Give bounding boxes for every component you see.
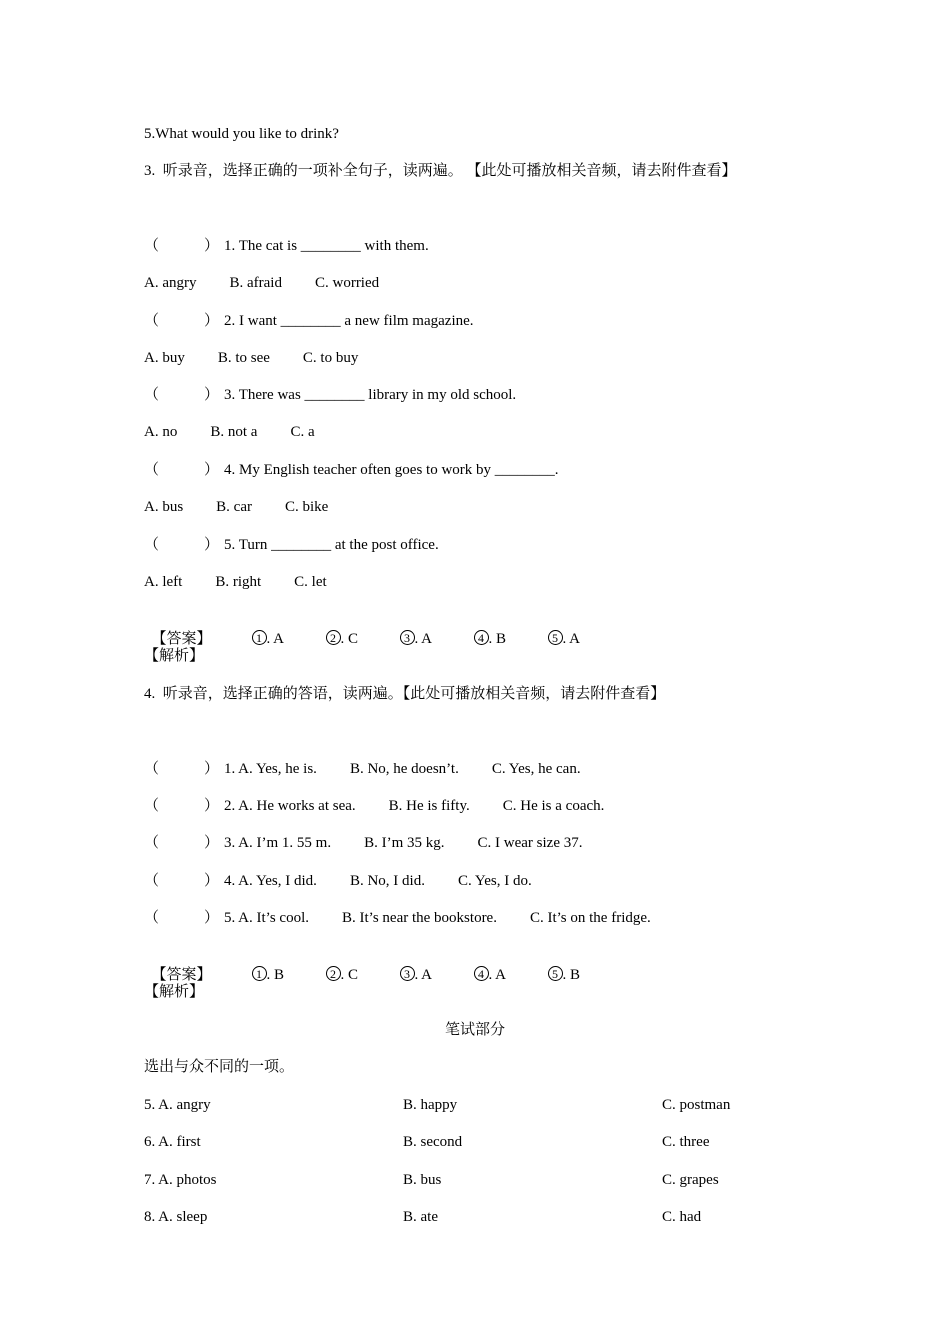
question-line <box>144 385 516 405</box>
answer-value: . C <box>340 631 359 647</box>
option-b: B. happy <box>403 1097 458 1113</box>
answer-paren: （ ） <box>144 462 220 478</box>
question-line <box>144 236 429 256</box>
answer-paren: （ ） <box>144 537 220 553</box>
answer-paren: （ ） <box>144 910 220 926</box>
answer-line <box>144 945 622 985</box>
option-b: B. No, he doesn’t. <box>349 761 459 777</box>
option-b: B. right <box>215 574 262 590</box>
option-a: 8. A. sleep <box>144 1209 208 1225</box>
question-line <box>144 833 582 853</box>
option-a: 5. A. It’s cool. <box>224 910 309 926</box>
option-c: C. postman <box>662 1097 731 1113</box>
answer-value: . A <box>562 631 581 647</box>
answer-value: . A <box>266 631 285 647</box>
option-c: C. grapes <box>662 1172 719 1188</box>
section-title: 笔试部分 <box>444 1022 505 1038</box>
option-c: C. had <box>662 1209 702 1225</box>
circled-number: 3 <box>400 966 415 981</box>
question-line <box>144 908 651 928</box>
option-b: B. bus <box>403 1172 442 1188</box>
answer-value: . A <box>488 967 507 983</box>
answer-value: . B <box>488 631 507 647</box>
answer-paren: （ ） <box>144 238 220 254</box>
section-heading: 3. 听录音，选择正确的一项补全句子，读两遍。 【此处可播放相关音频，请去附件查看】 <box>144 163 737 179</box>
circled-number: 4 <box>474 966 489 981</box>
question-line <box>144 460 559 480</box>
option-c: C. three <box>662 1134 710 1150</box>
question-text: 4. My English teacher often goes to work by ________. <box>224 462 559 478</box>
option-b: B. not a <box>210 424 258 440</box>
question-text: 1. The cat is ________ with them. <box>224 238 429 254</box>
option-b: B. He is fifty. <box>388 798 470 814</box>
option-a: A. left <box>144 574 183 590</box>
circled-number: 2 <box>326 966 341 981</box>
option-c: C. Yes, I do. <box>457 873 532 889</box>
options-line <box>144 572 327 592</box>
option-b: B. afraid <box>229 275 282 291</box>
option-c: C. It’s on the fridge. <box>529 910 651 926</box>
option-a: 6. A. first <box>144 1134 201 1150</box>
option-a: 7. A. photos <box>144 1172 217 1188</box>
option-a: A. bus <box>144 499 184 515</box>
circled-number: 2 <box>326 630 341 645</box>
option-c: C. to buy <box>302 350 359 366</box>
options-line <box>144 497 328 517</box>
analysis-label: 【解析】 <box>144 984 205 1000</box>
option-b: B. I’m 35 kg. <box>364 835 445 851</box>
option-b: B. ate <box>403 1209 438 1225</box>
question-line <box>144 535 439 555</box>
section-heading: 4. 听录音，选择正确的答语，读两遍。【此处可播放相关音频，请去附件查看】 <box>144 686 666 702</box>
option-b: B. to see <box>217 350 270 366</box>
question-line <box>144 311 474 331</box>
answer-paren: （ ） <box>144 387 220 403</box>
answer-label: 【答案】 <box>151 631 212 647</box>
circled-number: 1 <box>252 630 267 645</box>
answer-value: . B <box>266 967 285 983</box>
option-a: 1. A. Yes, he is. <box>224 761 317 777</box>
analysis-label: 【解析】 <box>144 648 205 664</box>
question-text: 3. There was ________ library in my old school. <box>224 387 517 403</box>
answer-paren: （ ） <box>144 798 220 814</box>
answer-label: 【答案】 <box>151 967 212 983</box>
option-b: B. car <box>216 499 252 515</box>
question-line <box>144 796 604 816</box>
option-a: A. no <box>144 424 178 440</box>
answer-value: . A <box>414 967 433 983</box>
question-text: 5. Turn ________ at the post office. <box>224 537 439 553</box>
option-b: B. second <box>403 1134 463 1150</box>
answer-paren: （ ） <box>144 835 220 851</box>
circled-number: 4 <box>474 630 489 645</box>
answer-paren: （ ） <box>144 873 220 889</box>
option-c: C. bike <box>285 499 329 515</box>
option-a: A. angry <box>144 275 197 291</box>
instruction-text: 选出与众不同的一项。 <box>144 1059 295 1075</box>
options-line <box>144 273 379 293</box>
option-c: C. a <box>290 424 315 440</box>
circled-number: 5 <box>548 630 563 645</box>
option-b: B. No, I did. <box>349 873 425 889</box>
question-text: 5.What would you like to drink? <box>144 126 339 142</box>
option-a: 4. A. Yes, I did. <box>224 873 317 889</box>
option-a: 5. A. angry <box>144 1097 211 1113</box>
circled-number: 5 <box>548 966 563 981</box>
options-line <box>144 348 358 368</box>
option-c: C. Yes, he can. <box>491 761 581 777</box>
option-c: C. I wear size 37. <box>477 835 583 851</box>
question-line <box>144 871 532 891</box>
question-line <box>144 759 581 779</box>
answer-paren: （ ） <box>144 761 220 777</box>
option-c: C. let <box>294 574 327 590</box>
answer-value: . A <box>414 631 433 647</box>
option-c: C. worried <box>314 275 380 291</box>
question-text: 2. I want ________ a new film magazine. <box>224 313 474 329</box>
option-b: B. It’s near the bookstore. <box>342 910 497 926</box>
options-line <box>144 422 315 442</box>
option-a: A. buy <box>144 350 185 366</box>
answer-value: . B <box>562 967 581 983</box>
circled-number: 1 <box>252 966 267 981</box>
circled-number: 3 <box>400 630 415 645</box>
answer-line <box>144 609 622 649</box>
option-a: 3. A. I’m 1. 55 m. <box>224 835 332 851</box>
answer-paren: （ ） <box>144 313 220 329</box>
answer-value: . C <box>340 967 359 983</box>
option-c: C. He is a coach. <box>502 798 605 814</box>
option-a: 2. A. He works at sea. <box>224 798 356 814</box>
